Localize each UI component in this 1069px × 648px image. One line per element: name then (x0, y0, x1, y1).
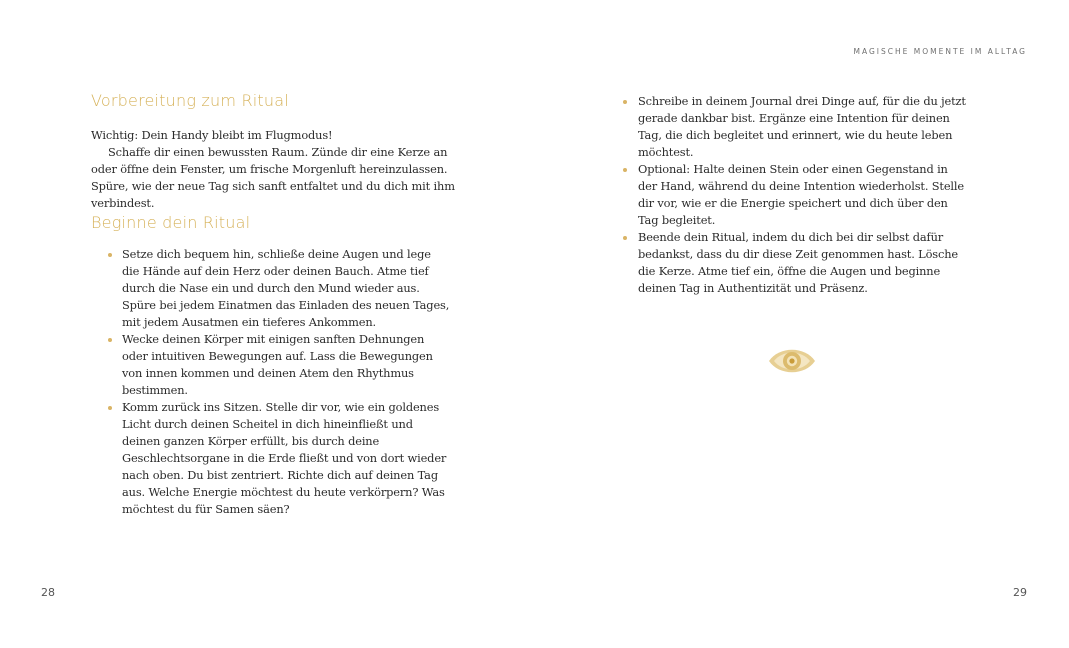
list-item (622, 161, 967, 229)
important-note: Wichtig: Dein Handy bleibt im Flugmodus! (91, 128, 333, 142)
ritual-steps-list (91, 246, 466, 518)
list-item (622, 93, 967, 161)
list-item (91, 246, 450, 331)
list-item-text: Wecke deinen Körper mit einigen sanften Dehnungen oder intuitiven Bewegungen auf. Lass die Bewegungen von innen kommen und deinen Atem den Rhythmus bestimmen. (122, 332, 433, 397)
eye-icon (767, 343, 817, 379)
left-page-content (91, 90, 466, 518)
intro-paragraph: Schaffe dir einen bewussten Raum. Zünde dir eine Kerze an oder öffne dein Fenster, um frische Morgenluft hereinzulassen. Spüre, wie der neue Tag sich sanft entfaltet und du dich mit ihm verbindest. (91, 145, 455, 210)
page-number-left: 28 (41, 586, 55, 599)
list-item-text: Komm zurück ins Sitzen. Stelle dir vor, wie ein goldenes Licht durch deinen Scheitel in dich hineinfließt und deinen ganzen Körper erfüllt, bis durch deine Geschlechtsorgane in die Erde fließt und von dort wieder nach oben. Du bist zentriert. Richte dich auf deinen Tag aus. Welche Energie möchtest du heute verkörpern? Was möchtest du für Samen säen? (122, 400, 447, 516)
bullet-icon (108, 338, 112, 342)
bullet-icon (108, 406, 112, 410)
heading-preparation: Vorbereitung zum Ritual (91, 91, 289, 110)
list-item-text: Schreibe in deinem Journal drei Dinge auf, für die du jetzt gerade dankbar bist. Ergänze eine Intention für deinen Tag, die dich begleitet und erinnert, wie du heute leben möchtest. (638, 94, 966, 159)
running-header: MAGISCHE MOMENTE IM ALLTAG (853, 47, 1027, 56)
right-page-content (622, 93, 967, 297)
list-item-text: Optional: Halte deinen Stein oder einen Gegenstand in der Hand, während du deine Intention wiederholst. Stelle dir vor, wie er die Energie speichert und dich über den Tag begleitet. (638, 162, 965, 227)
page-number-right: 29 (1013, 586, 1027, 599)
bullet-icon (623, 236, 627, 240)
list-item (622, 229, 967, 297)
heading-begin-ritual: Beginne dein Ritual (91, 213, 251, 232)
list-item (91, 399, 450, 518)
bullet-icon (623, 100, 627, 104)
bullet-icon (623, 168, 627, 172)
list-item (91, 331, 450, 399)
bullet-icon (108, 253, 112, 257)
list-item-text: Setze dich bequem hin, schließe deine Augen und lege die Hände auf dein Herz oder deinen Bauch. Atme tief durch die Nase ein und durch den Mund wieder aus. Spüre bei jedem Einatmen das Einladen des neuen Tages, mit jedem Ausatmen ein tieferes Ankommen. (122, 247, 450, 329)
ritual-steps-continued-list (622, 93, 967, 297)
list-item-text: Beende dein Ritual, indem du dich bei dir selbst dafür bedankst, dass du dir diese Zeit genommen hast. Lösche die Kerze. Atme tief ein, öffne die Augen und beginne deinen Tag in Authentizität und Präsenz. (638, 230, 958, 295)
